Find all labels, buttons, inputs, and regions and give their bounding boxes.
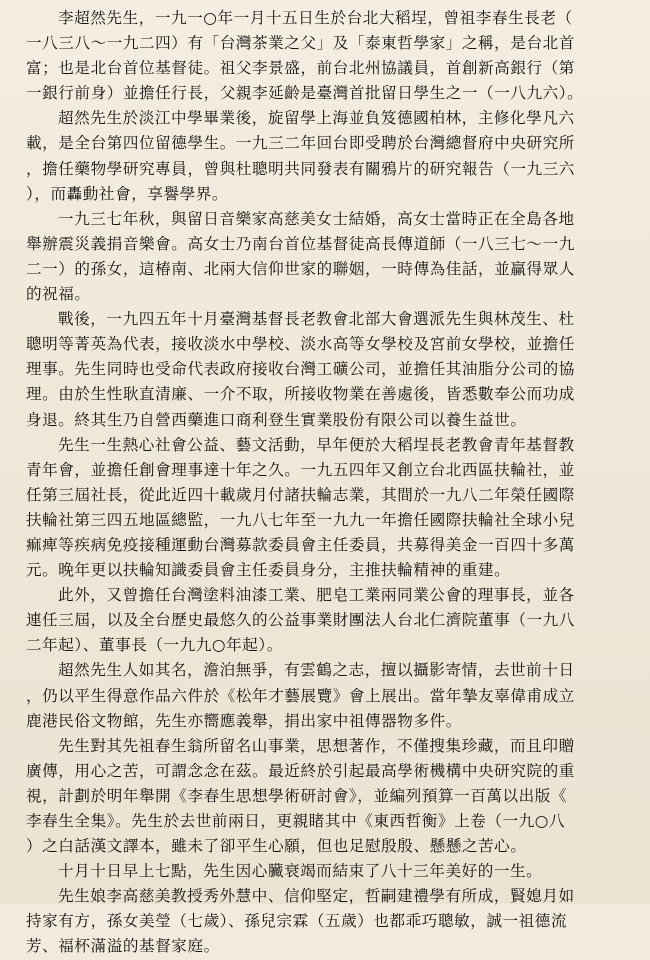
- paragraph: [26, 433, 636, 584]
- text-line: 身退。終其生乃自營西藥進口商利登生實業股份有限公司以養生益世。: [26, 410, 527, 429]
- text-line: 二年起）、董事長（一九九○年起）。: [26, 636, 283, 655]
- text-line: 廣傳，用心之苦，可謂念念在茲。最近終於引起最高學術機構中央研究院的重: [26, 761, 575, 780]
- paragraph: [26, 658, 636, 733]
- paragraph: [26, 884, 636, 959]
- text-line: 李春生全集》。先生於去世前兩日，更親睹其中《東西哲衡》上卷（一九○八: [26, 812, 566, 830]
- text-line: 持家有方，孫女美瑩（七歲）、孫兒宗霖（五歲）也都乖巧聰敏，誠一祖德流: [26, 912, 568, 931]
- text-line: 理事。先生同時也受命代表政府接收台灣工礦公司，並擔任其油脂分公司的協: [26, 360, 575, 379]
- paragraph: [26, 859, 636, 884]
- paragraph: [26, 6, 636, 106]
- text-line: 載，是全台第四位留德學生。一九三二年回台即受聘於台灣總督府中央研究所: [26, 134, 575, 153]
- text-line: 視，計劃於明年舉開《李春生思想學術研討會》，並編列預算一百萬以出版《: [26, 786, 568, 805]
- text-line: 超然先生人如其名，澹泊無爭，有雲鶴之志，擅以攝影寄情，去世前十日: [58, 661, 575, 680]
- text-line: ），而轟動社會，享譽學界。: [26, 184, 229, 203]
- text-line: 超然先生於淡江中學畢業後，旋留學上海並負笈德國柏林，主修化學凡六: [58, 109, 575, 128]
- text-line: 舉辦震災義捐音樂會。高女士乃南台首位基督徒高長傳道師（一八三七～一九: [26, 234, 575, 253]
- text-line: 任第三屆社長，從此近四十載歲月付諸扶輪志業，其間於一九八二年榮任國際: [26, 485, 575, 504]
- text-line: 青年會，並擔任創會理事達十年之久。一九五四年又創立台北西區扶輪社，並: [26, 460, 575, 479]
- paragraph: [26, 307, 636, 432]
- text-line: ）之白話漢文譯本，雖未了卻平生心願，但也足慰殷殷、懸懸之苦心。: [26, 837, 527, 856]
- text-line: 聰明等菁英為代表，接收淡水中學校、淡水高等女學校及宮前女學校，並擔任: [26, 335, 575, 354]
- text-line: 一九三七年秋，與留日音樂家高慈美女士結婚，高女士當時正在全島各地: [58, 209, 575, 228]
- text-line: 李超然先生，一九一○年一月十五日生於台北大稻埕，曾祖李春生長老（: [58, 9, 573, 27]
- text-line: 一八三八～一九二四）有「台灣茶業之父」及「泰東哲學家」之稱，是台北首: [26, 34, 575, 53]
- text-line: 先生一生熱心社會公益、藝文活動，早年便於大稻埕長老教會青年基督教: [58, 435, 575, 454]
- text-line: 扶輪社第三四五地區總監，一九八七年至一九九一年擔任國際扶輪社全球小兒: [26, 510, 575, 529]
- text-line: 鹿港民俗文物館，先生亦嚮應義舉，捐出家中祖傳器物多件。: [26, 711, 462, 730]
- paragraph: [26, 207, 636, 307]
- text-line: 痲痺等疾病免疫接種運動台灣募款委員會主任委員，共募得美金一百四十多萬: [26, 535, 575, 554]
- text-line: 的祝福。: [26, 285, 91, 304]
- text-line: 芳、福杯滿溢的基督家庭。: [26, 937, 220, 956]
- text-line: ，仍以平生得意作品六件於《松年才藝展覽》會上展出。當年摯友辜偉甫成立: [26, 686, 575, 705]
- text-line: 二一）的孫女，這椿南、北兩大信仰世家的聯姻，一時傳為佳話，並贏得眾人: [26, 259, 575, 278]
- text-line: 一銀行前身）並擔任行長，父親李延齡是臺灣首批留日學生之一（一八九六）。: [26, 84, 584, 103]
- paragraph: [26, 583, 636, 658]
- text-line: 先生對其先祖春生翁所留名山事業，思想著作，不僅搜集珍藏，而且印贈: [58, 736, 575, 755]
- text-line: 先生娘李高慈美教授秀外慧中、信仰堅定，哲嗣建禮學有所成，賢媳月如: [58, 887, 575, 906]
- paragraph: [26, 734, 636, 859]
- paragraph: [26, 106, 636, 206]
- text-line: 連任三屆，以及全台歷史最悠久的公益事業財團法人台北仁濟院董事（一九八: [26, 611, 575, 630]
- text-line: 此外，又曾擔任台灣塗料油漆工業、肥皂工業兩同業公會的理事長，並各: [58, 586, 575, 605]
- text-line: 戰後，一九四五年十月臺灣基督長老教會北部大會選派先生與林茂生、杜: [58, 310, 575, 329]
- text-line: ，擔任藥物學研究專員，曾與杜聰明共同發表有關鴉片的研究報告（一九三六: [26, 159, 575, 178]
- text-line: 元。晚年更以扶輪知識委員會主任委員身分，主推扶輪精神的重建。: [26, 561, 511, 580]
- text-line: 富；也是北台首位基督徒。祖父李景盛，前台北州協議員，首創新高銀行（第: [26, 59, 575, 78]
- text-line: 理。由於生性耿直清廉、一介不取，所接收物業在善處後，皆悉數奉公而功成: [26, 385, 575, 404]
- text-line: 十月十日早上七點，先生因心臟衰竭而結束了八十三年美好的一生。: [58, 862, 543, 881]
